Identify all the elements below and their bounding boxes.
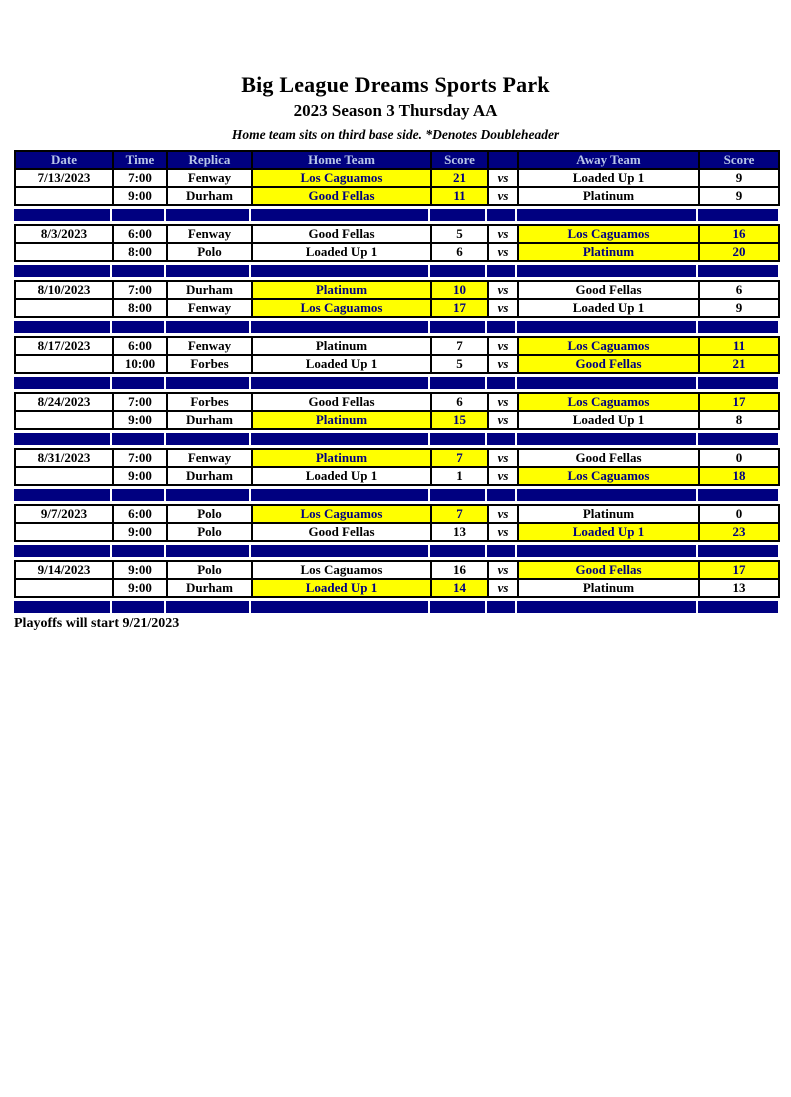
separator-cell — [14, 545, 110, 557]
col-header-away-score: Score — [699, 151, 779, 169]
home-team: Loaded Up 1 — [252, 355, 431, 373]
away-score: 6 — [699, 281, 779, 299]
away-team: Platinum — [518, 187, 699, 205]
home-team: Loaded Up 1 — [252, 467, 431, 485]
game-row — [15, 505, 779, 523]
game-replica: Durham — [167, 281, 252, 299]
home-score: 21 — [431, 169, 488, 187]
week-block — [14, 448, 780, 486]
home-team: Good Fellas — [252, 523, 431, 541]
away-score: 17 — [699, 393, 779, 411]
game-time: 6:00 — [113, 225, 167, 243]
game-time: 9:00 — [113, 579, 167, 597]
week-block — [14, 504, 780, 542]
week-block — [14, 392, 780, 430]
separator-cell — [14, 209, 110, 221]
game-time: 8:00 — [113, 299, 167, 317]
separator-cell — [487, 545, 515, 557]
week-block — [14, 560, 780, 598]
away-score: 9 — [699, 299, 779, 317]
separator-cell — [517, 545, 696, 557]
week-separator — [14, 489, 778, 501]
home-team: Good Fellas — [252, 225, 431, 243]
separator-cell — [487, 265, 515, 277]
col-header-time: Time — [113, 151, 167, 169]
game-date — [15, 243, 113, 261]
game-date: 8/17/2023 — [15, 337, 113, 355]
separator-cell — [166, 545, 249, 557]
home-score: 5 — [431, 355, 488, 373]
vs-label: vs — [488, 281, 518, 299]
separator-cell — [251, 209, 428, 221]
separator-cell — [487, 433, 515, 445]
game-replica: Durham — [167, 467, 252, 485]
game-date: 9/7/2023 — [15, 505, 113, 523]
separator-cell — [166, 265, 249, 277]
home-score: 7 — [431, 337, 488, 355]
col-header-home-score: Score — [431, 151, 488, 169]
away-team: Los Caguamos — [518, 225, 699, 243]
game-row — [15, 449, 779, 467]
away-score: 16 — [699, 225, 779, 243]
vs-label: vs — [488, 505, 518, 523]
game-replica: Fenway — [167, 169, 252, 187]
game-date — [15, 355, 113, 373]
page-title: Big League Dreams Sports Park — [241, 72, 550, 97]
vs-label: vs — [488, 561, 518, 579]
game-replica: Polo — [167, 505, 252, 523]
col-header-vs — [488, 151, 518, 169]
game-date — [15, 299, 113, 317]
home-team: Platinum — [252, 449, 431, 467]
away-team: Loaded Up 1 — [518, 523, 699, 541]
separator-cell — [430, 209, 485, 221]
game-replica: Fenway — [167, 337, 252, 355]
game-time: 6:00 — [113, 337, 167, 355]
separator-cell — [14, 489, 110, 501]
col-header-away-team: Away Team — [518, 151, 699, 169]
away-team: Loaded Up 1 — [518, 299, 699, 317]
game-date: 8/3/2023 — [15, 225, 113, 243]
game-row — [15, 187, 779, 205]
game-time: 7:00 — [113, 393, 167, 411]
week-separator — [14, 601, 778, 613]
away-team: Good Fellas — [518, 281, 699, 299]
schedule-table — [14, 150, 778, 613]
game-replica: Durham — [167, 579, 252, 597]
game-row — [15, 243, 779, 261]
separator-cell — [112, 321, 164, 333]
game-date — [15, 467, 113, 485]
home-team: Good Fellas — [252, 187, 431, 205]
game-time: 9:00 — [113, 523, 167, 541]
separator-cell — [112, 545, 164, 557]
away-score: 20 — [699, 243, 779, 261]
home-score: 11 — [431, 187, 488, 205]
separator-cell — [487, 321, 515, 333]
home-team: Platinum — [252, 337, 431, 355]
home-score: 16 — [431, 561, 488, 579]
game-time: 6:00 — [113, 505, 167, 523]
away-score: 9 — [699, 187, 779, 205]
separator-cell — [251, 433, 428, 445]
away-team: Los Caguamos — [518, 393, 699, 411]
game-time: 7:00 — [113, 449, 167, 467]
home-team: Los Caguamos — [252, 169, 431, 187]
separator-cell — [698, 265, 778, 277]
game-date: 8/10/2023 — [15, 281, 113, 299]
away-team: Loaded Up 1 — [518, 411, 699, 429]
separator-cell — [487, 489, 515, 501]
game-replica: Fenway — [167, 449, 252, 467]
column-header-row — [14, 150, 780, 170]
home-team: Platinum — [252, 281, 431, 299]
separator-cell — [430, 489, 485, 501]
game-time: 9:00 — [113, 561, 167, 579]
col-header-date: Date — [15, 151, 113, 169]
separator-cell — [430, 433, 485, 445]
game-row — [15, 281, 779, 299]
away-score: 11 — [699, 337, 779, 355]
separator-cell — [251, 321, 428, 333]
vs-label: vs — [488, 187, 518, 205]
game-row — [15, 299, 779, 317]
home-score: 7 — [431, 449, 488, 467]
separator-cell — [14, 433, 110, 445]
vs-label: vs — [488, 523, 518, 541]
away-team: Good Fellas — [518, 355, 699, 373]
game-row — [15, 579, 779, 597]
separator-cell — [698, 433, 778, 445]
separator-cell — [166, 377, 249, 389]
separator-cell — [430, 321, 485, 333]
game-row — [15, 561, 779, 579]
separator-cell — [166, 489, 249, 501]
away-team: Good Fellas — [518, 561, 699, 579]
vs-label: vs — [488, 411, 518, 429]
vs-label: vs — [488, 393, 518, 411]
away-score: 21 — [699, 355, 779, 373]
home-team: Los Caguamos — [252, 299, 431, 317]
away-team: Good Fellas — [518, 449, 699, 467]
playoffs-note: Playoffs will start 9/21/2023 — [14, 616, 180, 632]
separator-cell — [698, 377, 778, 389]
vs-label: vs — [488, 299, 518, 317]
separator-cell — [112, 209, 164, 221]
game-row — [15, 225, 779, 243]
game-time: 7:00 — [113, 281, 167, 299]
home-score: 15 — [431, 411, 488, 429]
game-time: 8:00 — [113, 243, 167, 261]
home-score: 7 — [431, 505, 488, 523]
game-row — [15, 411, 779, 429]
vs-label: vs — [488, 225, 518, 243]
game-time: 10:00 — [113, 355, 167, 373]
separator-cell — [166, 321, 249, 333]
separator-cell — [517, 489, 696, 501]
separator-cell — [430, 377, 485, 389]
game-row — [15, 169, 779, 187]
separator-cell — [698, 209, 778, 221]
home-team: Los Caguamos — [252, 505, 431, 523]
home-team: Los Caguamos — [252, 561, 431, 579]
home-team-note: Home team sits on third base side. *Denotes Doubleheader — [231, 126, 560, 142]
week-separator — [14, 265, 778, 277]
game-time: 7:00 — [113, 169, 167, 187]
home-score: 14 — [431, 579, 488, 597]
home-score: 10 — [431, 281, 488, 299]
home-score: 1 — [431, 467, 488, 485]
game-replica: Polo — [167, 243, 252, 261]
vs-label: vs — [488, 579, 518, 597]
away-score: 23 — [699, 523, 779, 541]
away-score: 8 — [699, 411, 779, 429]
weeks-container — [14, 168, 778, 613]
separator-cell — [14, 377, 110, 389]
game-time: 9:00 — [113, 467, 167, 485]
game-replica: Durham — [167, 187, 252, 205]
game-replica: Fenway — [167, 225, 252, 243]
away-score: 0 — [699, 449, 779, 467]
home-team: Platinum — [252, 411, 431, 429]
separator-cell — [112, 377, 164, 389]
home-team: Good Fellas — [252, 393, 431, 411]
away-score: 17 — [699, 561, 779, 579]
week-block — [14, 336, 780, 374]
away-team: Platinum — [518, 505, 699, 523]
vs-label: vs — [488, 355, 518, 373]
separator-cell — [517, 601, 696, 613]
separator-cell — [698, 545, 778, 557]
col-header-home-team: Home Team — [252, 151, 431, 169]
separator-cell — [698, 321, 778, 333]
game-date — [15, 411, 113, 429]
home-team: Loaded Up 1 — [252, 579, 431, 597]
game-date: 8/24/2023 — [15, 393, 113, 411]
home-score: 6 — [431, 393, 488, 411]
home-score: 13 — [431, 523, 488, 541]
game-date: 7/13/2023 — [15, 169, 113, 187]
separator-cell — [251, 489, 428, 501]
game-replica: Fenway — [167, 299, 252, 317]
separator-cell — [14, 321, 110, 333]
season-subtitle: 2023 Season 3 Thursday AA — [293, 101, 498, 121]
separator-cell — [14, 601, 110, 613]
col-header-replica: Replica — [167, 151, 252, 169]
separator-cell — [14, 265, 110, 277]
separator-cell — [251, 601, 428, 613]
game-date — [15, 579, 113, 597]
away-score: 9 — [699, 169, 779, 187]
week-separator — [14, 209, 778, 221]
separator-cell — [430, 601, 485, 613]
week-separator — [14, 433, 778, 445]
home-score: 6 — [431, 243, 488, 261]
separator-cell — [166, 601, 249, 613]
away-team: Loaded Up 1 — [518, 169, 699, 187]
week-block — [14, 280, 780, 318]
game-replica: Polo — [167, 561, 252, 579]
away-score: 18 — [699, 467, 779, 485]
game-replica: Durham — [167, 411, 252, 429]
home-team: Loaded Up 1 — [252, 243, 431, 261]
vs-label: vs — [488, 169, 518, 187]
separator-cell — [487, 601, 515, 613]
separator-cell — [517, 209, 696, 221]
separator-cell — [698, 601, 778, 613]
away-team: Platinum — [518, 579, 699, 597]
week-block — [14, 168, 780, 206]
separator-cell — [166, 433, 249, 445]
away-score: 0 — [699, 505, 779, 523]
separator-cell — [517, 433, 696, 445]
game-date — [15, 187, 113, 205]
separator-cell — [166, 209, 249, 221]
week-separator — [14, 545, 778, 557]
separator-cell — [517, 265, 696, 277]
game-date: 9/14/2023 — [15, 561, 113, 579]
home-score: 5 — [431, 225, 488, 243]
away-team: Los Caguamos — [518, 337, 699, 355]
game-replica: Forbes — [167, 355, 252, 373]
separator-cell — [517, 377, 696, 389]
game-row — [15, 355, 779, 373]
separator-cell — [698, 489, 778, 501]
game-date: 8/31/2023 — [15, 449, 113, 467]
game-replica: Polo — [167, 523, 252, 541]
separator-cell — [112, 601, 164, 613]
away-team: Los Caguamos — [518, 467, 699, 485]
vs-label: vs — [488, 449, 518, 467]
separator-cell — [430, 545, 485, 557]
separator-cell — [487, 377, 515, 389]
game-date — [15, 523, 113, 541]
week-separator — [14, 321, 778, 333]
away-score: 13 — [699, 579, 779, 597]
game-time: 9:00 — [113, 187, 167, 205]
vs-label: vs — [488, 337, 518, 355]
separator-cell — [251, 545, 428, 557]
separator-cell — [487, 209, 515, 221]
home-score: 17 — [431, 299, 488, 317]
separator-cell — [112, 489, 164, 501]
away-team: Platinum — [518, 243, 699, 261]
separator-cell — [112, 433, 164, 445]
separator-cell — [251, 265, 428, 277]
week-separator — [14, 377, 778, 389]
separator-cell — [430, 265, 485, 277]
vs-label: vs — [488, 243, 518, 261]
week-block — [14, 224, 780, 262]
game-replica: Forbes — [167, 393, 252, 411]
separator-cell — [251, 377, 428, 389]
game-row — [15, 467, 779, 485]
separator-cell — [112, 265, 164, 277]
game-row — [15, 523, 779, 541]
vs-label: vs — [488, 467, 518, 485]
game-row — [15, 337, 779, 355]
game-row — [15, 393, 779, 411]
separator-cell — [517, 321, 696, 333]
game-time: 9:00 — [113, 411, 167, 429]
